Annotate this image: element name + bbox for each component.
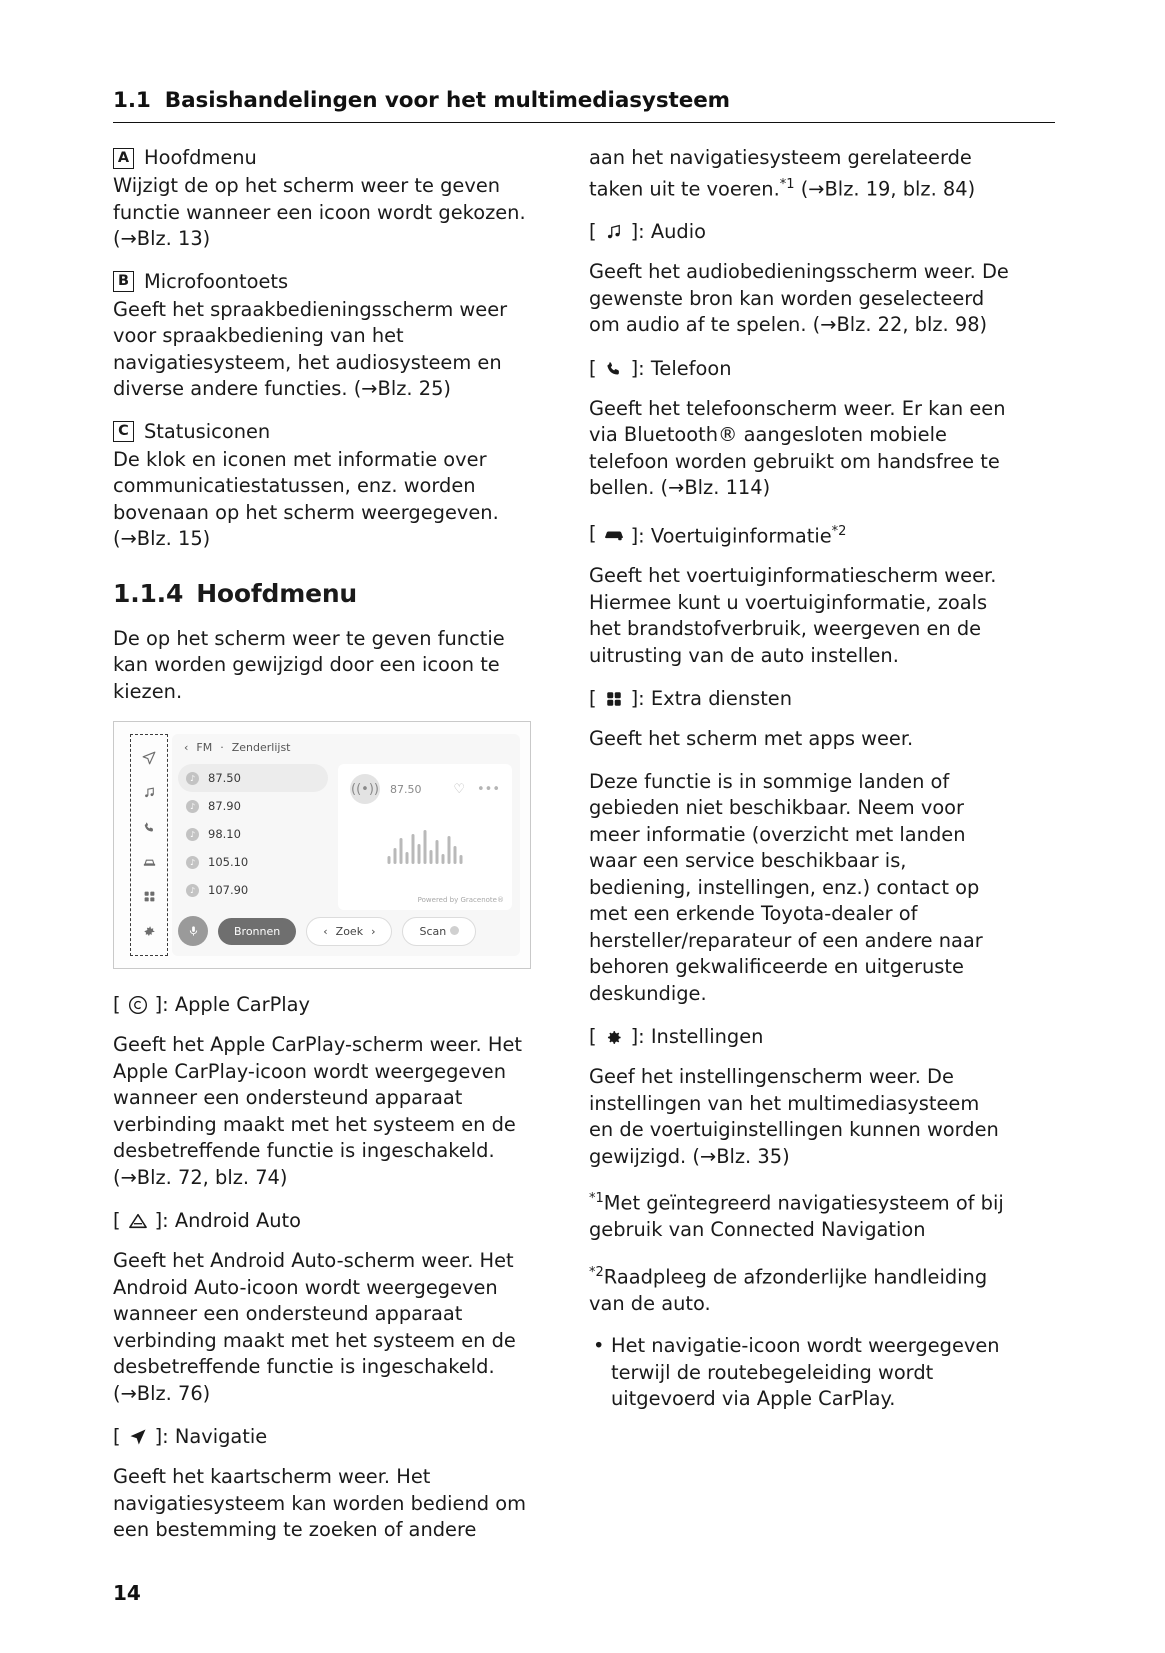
key-body-b: Geeft het spraakbedieningsscherm weer voor spraakbediening van het navigatiesysteem, het audiosysteem en diverse andere functies. (→Blz. 25): [113, 297, 508, 400]
right-column: [589, 145, 1009, 1417]
entry-body-telefoon: Geeft het telefoonscherm weer. Er kan een via Bluetooth® aangesloten mobiele telefoon worden gebruikt om handsfree te bellen. (→Blz. 114): [589, 396, 1006, 500]
list-item: [178, 848, 328, 876]
radio-icon: ((•)): [350, 774, 380, 804]
entry-body-extra-diensten-2: Deze functie is in sommige landen of gebieden niet beschikbaar. Neem voor meer informatie (overzicht met landen waar een service beschikbaar is, bediening, instellingen, enz.) contact op met een erkende Toyota-dealer of hersteller/reparateur of een andere naar behoren gekwalificeerde en uitgeruste deskundige.: [589, 769, 983, 1005]
bracket-open: [: [113, 1425, 121, 1448]
footnote-1: $^{*1}$Met geïntegreerd navigatiesysteem of bij gebruik van Connected Navigation: [589, 1191, 1004, 1242]
key-body-c: De klok en iconen met informatie over communicatiestatussen, enz. worden bovenaan op het scherm weergegeven. (→Blz. 15): [113, 447, 499, 550]
scan-button: [402, 917, 475, 946]
more-options-icon: •••: [476, 781, 500, 797]
bracket-open: [: [589, 356, 597, 380]
seek-button: [306, 917, 392, 946]
list-item: • Het navigatie-icoon wordt weergegeven terwijl de routebegeleiding wordt uitgevoerd via Apple CarPlay.: [589, 1333, 1009, 1413]
key-entry-b: [113, 269, 533, 295]
station-dot-icon: ♪: [186, 772, 199, 785]
left-column: [113, 145, 533, 1560]
multimedia-screen-illustration: [113, 721, 531, 969]
chapter-title: Basishandelingen voor het multimediasysteem: [164, 88, 730, 113]
list-title: Zenderlijst: [231, 740, 291, 754]
screen-main-area: [172, 734, 520, 956]
settings-gear-icon: [139, 922, 159, 942]
settings-gear-icon: [601, 1025, 627, 1049]
navigation-icon: [125, 1425, 151, 1449]
station-frequency: 87.90: [208, 799, 241, 813]
now-playing-panel: [338, 764, 512, 910]
separator-dot: ·: [220, 740, 224, 754]
sources-button: Bronnen: [218, 918, 296, 945]
entry-body-voertuiginformatie: Geeft het voertuiginformatiescherm weer. Hiermee kunt u voertuiginformatie, zoals het brandstofverbruik, weergeven en de uitrusting van de auto instellen.: [589, 564, 997, 667]
source-label: FM: [196, 740, 213, 754]
station-frequency: 105.10: [208, 855, 249, 869]
phone-icon: [601, 357, 627, 381]
now-playing-actions: [453, 782, 500, 797]
apple-carplay-icon: [125, 993, 151, 1017]
key-entry-c: [113, 419, 533, 445]
station-list: [178, 764, 328, 910]
entry-label: ]: Instellingen: [630, 1025, 764, 1049]
scan-label: Scan: [419, 924, 447, 938]
list-item: [178, 820, 328, 848]
audio-note-icon: [139, 783, 159, 803]
bullet-list: [589, 1333, 1009, 1413]
key-body-a: Wijzigt de op het scherm weer te geven functie wanneer een icoon wordt gekozen. (→Blz. 13): [113, 174, 526, 250]
seek-prev-icon: ‹: [323, 924, 328, 938]
audio-note-icon: [601, 220, 627, 244]
entry-body-instellingen: Geef het instellingenscherm weer. De instellingen van het multimediasysteem en de voertuiginstellingen kunnen worden gewijzigd. (→Blz. 35): [589, 1065, 999, 1168]
microphone-icon: [178, 916, 208, 946]
entry-label: ]: Apple CarPlay: [154, 993, 311, 1016]
entry-instellingen: [589, 1023, 1009, 1051]
station-dot-icon: ♪: [186, 884, 199, 897]
key-label-c: Statusiconen: [144, 419, 271, 443]
android-auto-icon: [125, 1209, 151, 1233]
chapter-number: 1.1: [113, 88, 151, 113]
continued-paragraph: aan het navigatiesysteem gerelateerde taken uit te voeren.$^{*1}$ (→Blz. 19, blz. 84): [589, 146, 976, 200]
entry-navigatie: [113, 1423, 533, 1451]
bracket-open: [: [589, 1025, 597, 1049]
entry-label: ]: Navigatie: [154, 1425, 268, 1448]
section-heading: [113, 579, 533, 608]
station-frequency: 98.10: [208, 827, 241, 841]
now-playing-row: [338, 764, 512, 804]
entry-body-android-auto: Geeft het Android Auto-scherm weer. Het Android Auto-icoon wordt weergegeven wanneer een ondersteund apparaat verbinding maakt met het systeem en de desbetreffende functie is ingeschakeld. (→Blz. 76): [113, 1249, 516, 1405]
powered-by-label: Powered by Gracenote®: [417, 896, 504, 904]
station-frequency: 107.90: [208, 883, 249, 897]
scan-toggle-indicator: [450, 926, 459, 935]
station-frequency: 87.50: [208, 771, 241, 785]
key-label-b: Microfoontoets: [144, 269, 289, 293]
chapter-heading: [113, 88, 1055, 123]
section-intro: De op het scherm weer te geven functie kan worden gewijzigd door een icoon te kiezen.: [113, 626, 505, 703]
bracket-open: [: [113, 1209, 121, 1232]
entry-body-audio: Geeft het audiobedieningsscherm weer. De gewenste bron kan worden geselecteerd om audio af te spelen. (→Blz. 22, blz. 98): [589, 260, 1009, 337]
key-entry-a: [113, 145, 533, 171]
entry-audio: [589, 218, 1009, 246]
section-number: 1.1.4: [113, 578, 184, 608]
list-item: [178, 876, 328, 904]
favorite-heart-icon: ♡: [453, 781, 465, 797]
key-letter-box-c: C: [113, 421, 134, 442]
entry-apple-carplay: [113, 991, 533, 1019]
station-dot-icon: ♪: [186, 856, 199, 869]
apps-grid-icon: [139, 887, 159, 907]
apps-grid-icon: [601, 687, 627, 711]
section-title: Hoofdmenu: [196, 578, 358, 608]
bracket-open: [: [589, 687, 597, 711]
bracket-open: [: [113, 993, 121, 1016]
entry-label: ]: Telefoon: [630, 356, 732, 380]
now-playing-frequency: 87.50: [390, 782, 422, 796]
key-letter-box-b: B: [113, 271, 134, 292]
audio-waveform: [388, 828, 463, 864]
list-item: [178, 792, 328, 820]
station-dot-icon: ♪: [186, 800, 199, 813]
entry-label: ]: Extra diensten: [630, 687, 793, 711]
entry-body-navigatie: Geeft het kaartscherm weer. Het navigatiesysteem kan worden bediend om een bestemming te zoeken of andere: [113, 1465, 526, 1541]
entry-label: ]: Audio: [630, 220, 706, 244]
page-number: 14: [113, 1581, 141, 1605]
phone-icon: [139, 818, 159, 838]
station-dot-icon: ♪: [186, 828, 199, 841]
navigation-icon: [139, 748, 159, 768]
key-label-a: Hoofdmenu: [144, 146, 257, 169]
entry-telefoon: [589, 355, 1009, 383]
back-icon: ‹: [184, 740, 189, 754]
car-icon: [601, 522, 627, 546]
screen-topbar: [172, 734, 520, 760]
entry-body-extra-diensten: Geeft het scherm met apps weer.: [589, 727, 914, 751]
entry-voertuiginformatie: [589, 518, 1009, 550]
footnote-2: $^{*2}$Raadpleeg de afzonderlijke handleiding van de auto.: [589, 1264, 988, 1315]
seek-label: Zoek: [335, 924, 364, 938]
list-item: [178, 764, 328, 792]
entry-label: ]: Voertuiginformatie$^{*2}$: [630, 523, 847, 548]
entry-body-apple-carplay: Geeft het Apple CarPlay-scherm weer. Het Apple CarPlay-icoon wordt weergegeven wanneer een ondersteund apparaat verbinding maakt met het systeem en de desbetreffende functie is ingeschakeld. (→Blz. 72, blz. 74): [113, 1033, 522, 1189]
entry-label: ]: Android Auto: [154, 1209, 301, 1232]
bracket-open: [: [589, 522, 597, 546]
key-letter-box-a: A: [113, 148, 134, 169]
screen-bottom-bar: [178, 914, 512, 948]
two-column-body: [113, 145, 1055, 1560]
car-icon: [139, 852, 159, 872]
seek-next-icon: ›: [371, 924, 376, 938]
screen-sidebar: [130, 734, 168, 956]
entry-android-auto: [113, 1207, 533, 1235]
bracket-open: [: [589, 220, 597, 244]
entry-extra-diensten: [589, 685, 1009, 713]
